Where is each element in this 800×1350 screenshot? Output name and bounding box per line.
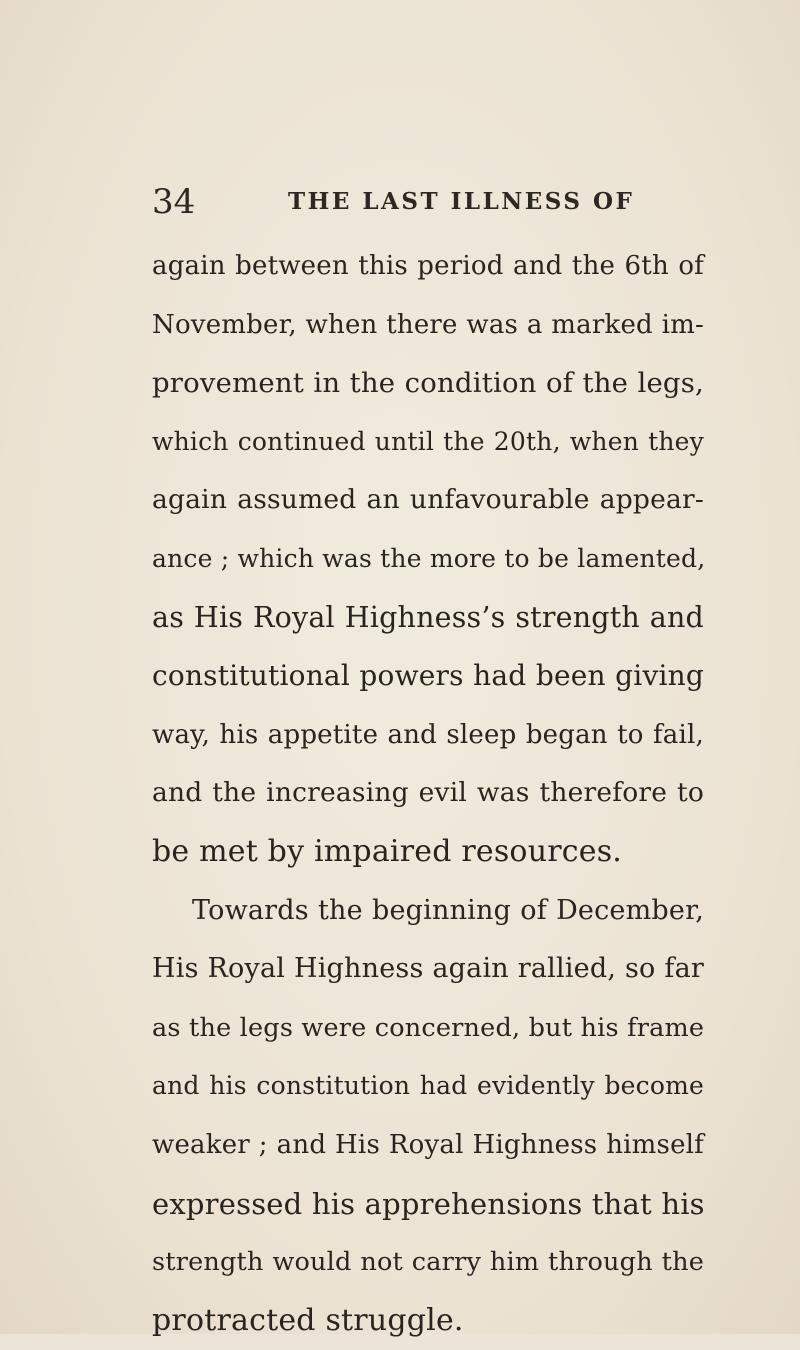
text-line: provement in the condition of the legs, <box>152 367 704 400</box>
text-line: again between this period and the 6th of <box>152 251 704 281</box>
paragraph-start-line: Towards the beginning of December, <box>192 894 704 926</box>
text-line: November, when there was a marked im- <box>152 309 704 340</box>
text-line: again assumed an unfavourable appear- <box>152 484 704 516</box>
text-line: and the increasing evil was therefore to <box>152 777 704 809</box>
paragraph-end-line: be met by impaired resources. <box>152 833 623 869</box>
paragraph-end-line: protracted struggle. <box>152 1302 464 1338</box>
text-line: constitutional powers had been giving <box>152 659 704 693</box>
running-title: THE LAST ILLNESS OF <box>288 188 635 215</box>
text-line: expressed his apprehensions that his <box>152 1186 705 1221</box>
page-number: 34 <box>152 182 196 222</box>
page-header <box>152 180 712 224</box>
text-line: strength would not carry him through the <box>152 1247 704 1278</box>
text-line: as the legs were concerned, but his frame <box>152 1012 705 1043</box>
text-line: His Royal Highness again rallied, so far <box>152 953 704 985</box>
text-line: which continued until the 20th, when they <box>152 426 704 456</box>
text-line: as His Royal Highness’s strength and <box>152 600 704 634</box>
text-line: ance ; which was the more to be lamented, <box>152 543 706 573</box>
text-line: and his constitution had evidently become <box>152 1071 704 1101</box>
body-text <box>152 237 704 1350</box>
text-line: way, his appetite and sleep began to fail, <box>152 719 704 750</box>
text-line: weaker ; and His Royal Highness himself <box>152 1129 704 1160</box>
